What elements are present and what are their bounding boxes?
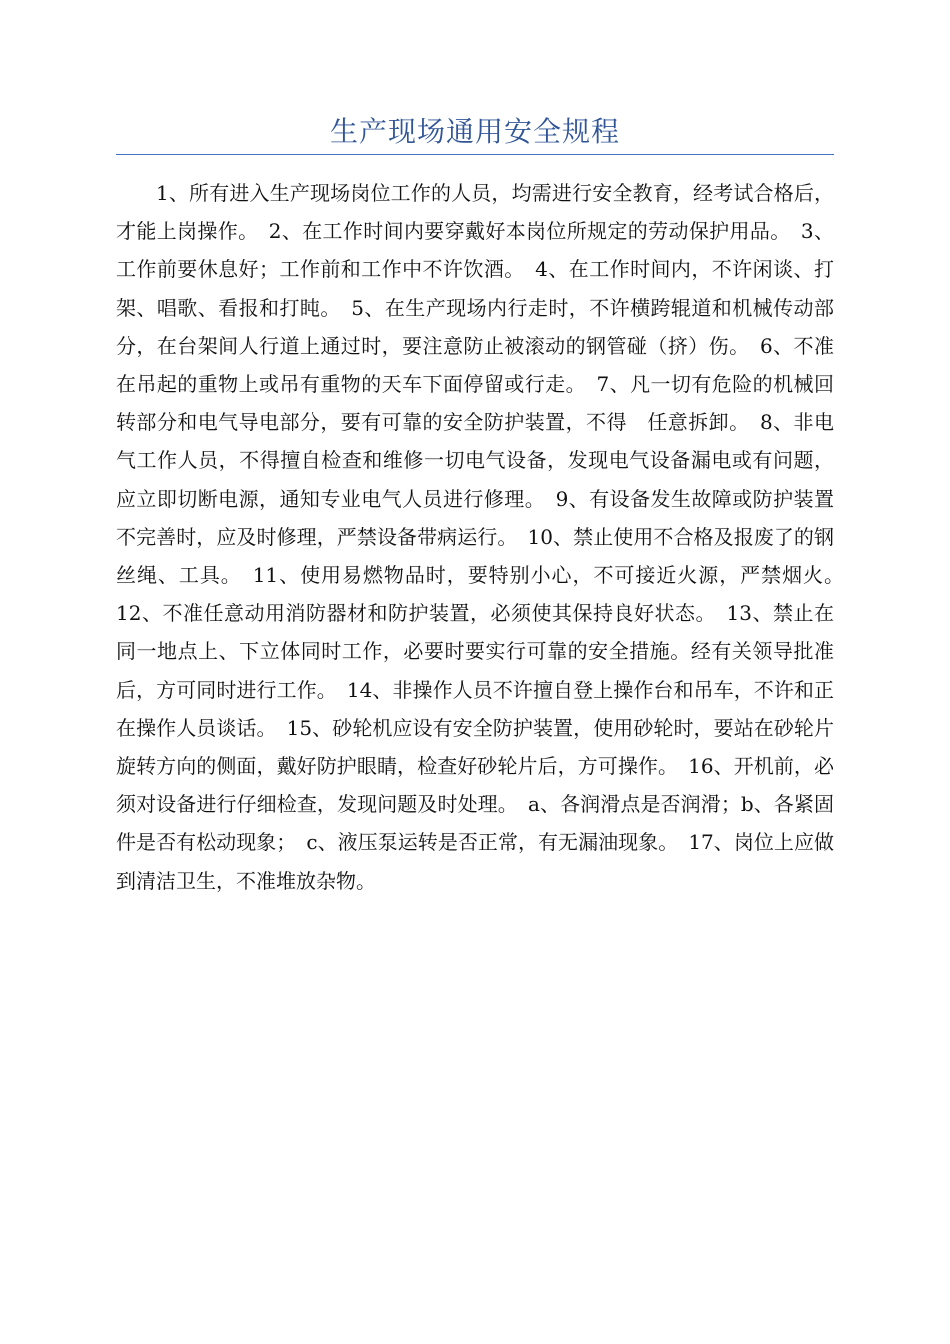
- title-underline: [116, 154, 834, 155]
- page-title: 生产现场通用安全规程: [329, 115, 620, 148]
- body-paragraph: 1、所有进入生产现场岗位工作的人员，均需进行安全教育，经考试合格后，才能上岗操作。 2、在工作时间内要穿戴好本岗位所规定的劳动保护用品。 3、工作前要休息好；工作前和工作中不许饮酒。 4、在工作时间内，不许闲谈、打架、唱歌、看报和打盹。 5、在生产现场内行走时，不许横跨辊道和机械传动部分，在台架间人行道上通过时，要注意防止被滚动的钢管碰（挤）伤。 6、不准在吊起的重物上或吊有重物的天车下面停留或行走。 7、凡一切有危险的机械回转部分和电气导电部分，要有可靠的安全防护装置，不得 任意拆卸。 8、非电气工作人员，不得擅自检查和维修一切电气设备，发现电气设备漏电或有问题，应立即切断电源，通知专业电气人员进行修理。 9、有设备发生故障或防护装置不完善时，应及时修理，严禁设备带病运行。 10、禁止使用不合格及报废了的钢丝绳、工具。 11、使用易燃物品时，要特别小心，不可接近火源，严禁烟火。 12、不准任意动用消防器材和防护装置，必须使其保持良好状态。 13、禁止在同一地点上、下立体同时工作，必要时要实行可靠的安全措施。经有关领导批准后，方可同时进行工作。 14、非操作人员不许擅自登上操作台和吊车，不许和正在操作人员谈话。 15、砂轮机应设有安全防护装置，使用砂轮时，要站在砂轮片旋转方向的侧面，戴好防护眼睛，检查好砂轮片后，方可操作。 16、开机前，必须对设备进行仔细检查，发现问题及时处理。 a、各润滑点是否润滑；b、各紧固件是否有松动现象； c、液压泵运转是否正常，有无漏油现象。 17、岗位上应做到清洁卫生，不准堆放杂物。: [116, 181, 854, 893]
